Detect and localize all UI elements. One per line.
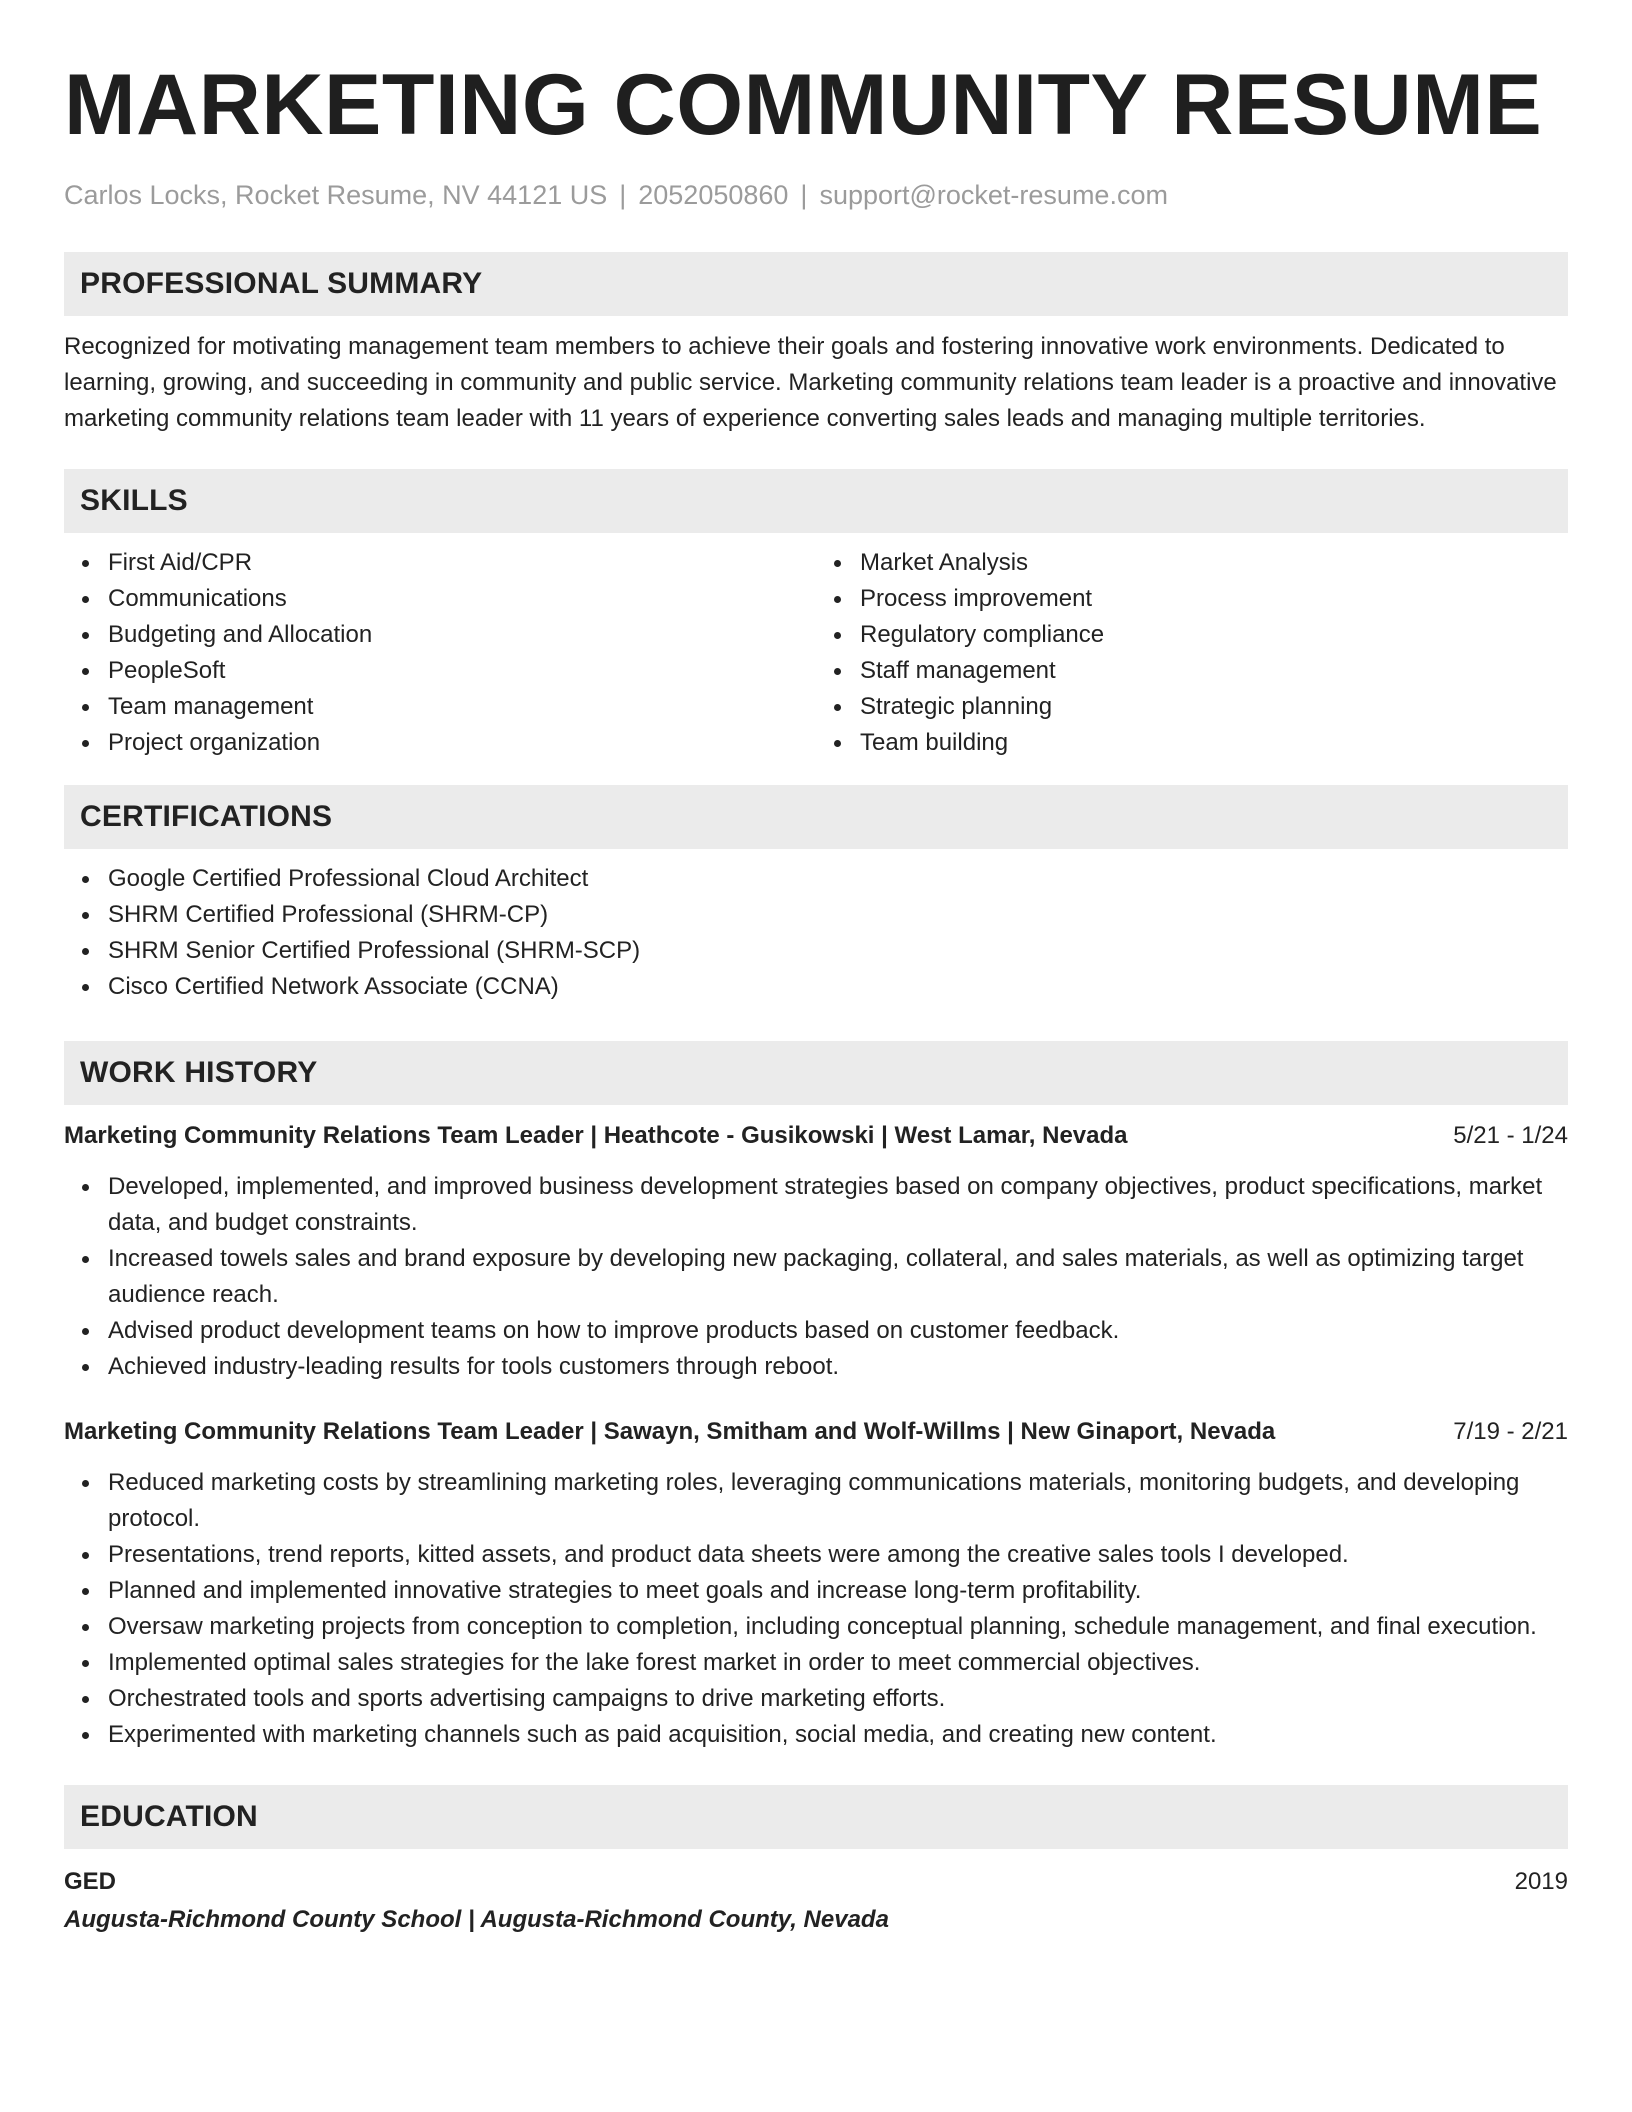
skill-item: First Aid/CPR [108, 545, 816, 581]
skills-column-left [64, 545, 816, 761]
section-header-summary: PROFESSIONAL SUMMARY [64, 252, 1568, 316]
job-bullets [64, 1465, 1568, 1753]
skill-item: Project organization [108, 725, 816, 761]
contact-separator: | [800, 180, 808, 210]
contact-phone: 2052050860 [638, 180, 789, 210]
skill-item: Communications [108, 581, 816, 617]
job-bullet: Achieved industry-leading results for tools customers through reboot. [108, 1349, 1568, 1385]
certifications-list [64, 861, 1568, 1005]
certification-item: SHRM Certified Professional (SHRM-CP) [108, 897, 1568, 933]
contact-separator: | [619, 180, 627, 210]
education-school: Augusta-Richmond County School | Augusta-Richmond County, Nevada [64, 1906, 889, 1933]
job-bullet: Implemented optimal sales strategies for the lake forest market in order to meet commercial objectives. [108, 1645, 1568, 1681]
job-bullet: Advised product development teams on how to improve products based on customer feedback. [108, 1313, 1568, 1349]
job-heading [64, 1119, 1568, 1153]
section-header-certifications: CERTIFICATIONS [64, 785, 1568, 849]
job-bullet: Orchestrated tools and sports advertising campaigns to drive marketing efforts. [108, 1681, 1568, 1717]
section-header-education: EDUCATION [64, 1785, 1568, 1849]
job-title: Marketing Community Relations Team Leader | Heathcote - Gusikowski | West Lamar, Nevada [64, 1122, 1128, 1149]
job-bullet: Reduced marketing costs by streamlining marketing roles, leveraging communications materials, monitoring budgets, and developing protocol. [108, 1465, 1568, 1537]
skill-item: Team building [860, 725, 1568, 761]
skills-list [64, 545, 1568, 761]
skills-column-right [816, 545, 1568, 761]
job-title: Marketing Community Relations Team Leader | Sawayn, Smitham and Wolf-Willms | New Ginaport, Nevada [64, 1418, 1276, 1445]
skill-item: Process improvement [860, 581, 1568, 617]
certification-item: SHRM Senior Certified Professional (SHRM-SCP) [108, 933, 1568, 969]
skill-item: Regulatory compliance [860, 617, 1568, 653]
job-bullet: Presentations, trend reports, kitted assets, and product data sheets were among the creative sales tools I developed. [108, 1537, 1568, 1573]
contact-line [64, 178, 1568, 212]
job-bullets [64, 1169, 1568, 1385]
job-bullet: Increased towels sales and brand exposure by developing new packaging, collateral, and sales materials, as well as optimizing target audience reach. [108, 1241, 1568, 1313]
job-bullet: Developed, implemented, and improved business development strategies based on company objectives, product specifications, market data, and budget constraints. [108, 1169, 1568, 1241]
contact-email: support@rocket-resume.com [819, 180, 1168, 210]
education-degree: GED [64, 1868, 117, 1895]
job-bullet: Oversaw marketing projects from conception to completion, including conceptual planning, schedule management, and final execution. [108, 1609, 1568, 1645]
skill-item: Market Analysis [860, 545, 1568, 581]
contact-address: Carlos Locks, Rocket Resume, NV 44121 US [64, 180, 608, 210]
job-dates: 5/21 - 1/24 [1453, 1122, 1568, 1149]
job-bullet: Planned and implemented innovative strategies to meet goals and increase long-term profitability. [108, 1573, 1568, 1609]
section-header-work-history: WORK HISTORY [64, 1041, 1568, 1105]
job-heading [64, 1415, 1568, 1449]
education-year: 2019 [1514, 1868, 1568, 1895]
skill-item: Staff management [860, 653, 1568, 689]
skill-item: Team management [108, 689, 816, 725]
job-dates: 7/19 - 2/21 [1453, 1418, 1568, 1445]
job-bullet: Experimented with marketing channels such as paid acquisition, social media, and creating new content. [108, 1717, 1568, 1753]
certification-item: Google Certified Professional Cloud Architect [108, 861, 1568, 897]
certification-item: Cisco Certified Network Associate (CCNA) [108, 969, 1568, 1005]
section-header-skills: SKILLS [64, 469, 1568, 533]
skill-item: PeopleSoft [108, 653, 816, 689]
skill-item: Strategic planning [860, 689, 1568, 725]
skill-item: Budgeting and Allocation [108, 617, 816, 653]
education-heading [64, 1865, 1568, 1899]
resume-title: MARKETING COMMUNITY RESUME [64, 57, 1543, 153]
summary-text: Recognized for motivating management team members to achieve their goals and fostering innovative work environments. Dedicated to learning, growing, and succeeding in community and public service. Marketing community relations team leader is a proactive and innovative marketing community relations team leader with 11 years of experience converting sales leads and managing multiple territories. [64, 333, 1557, 432]
